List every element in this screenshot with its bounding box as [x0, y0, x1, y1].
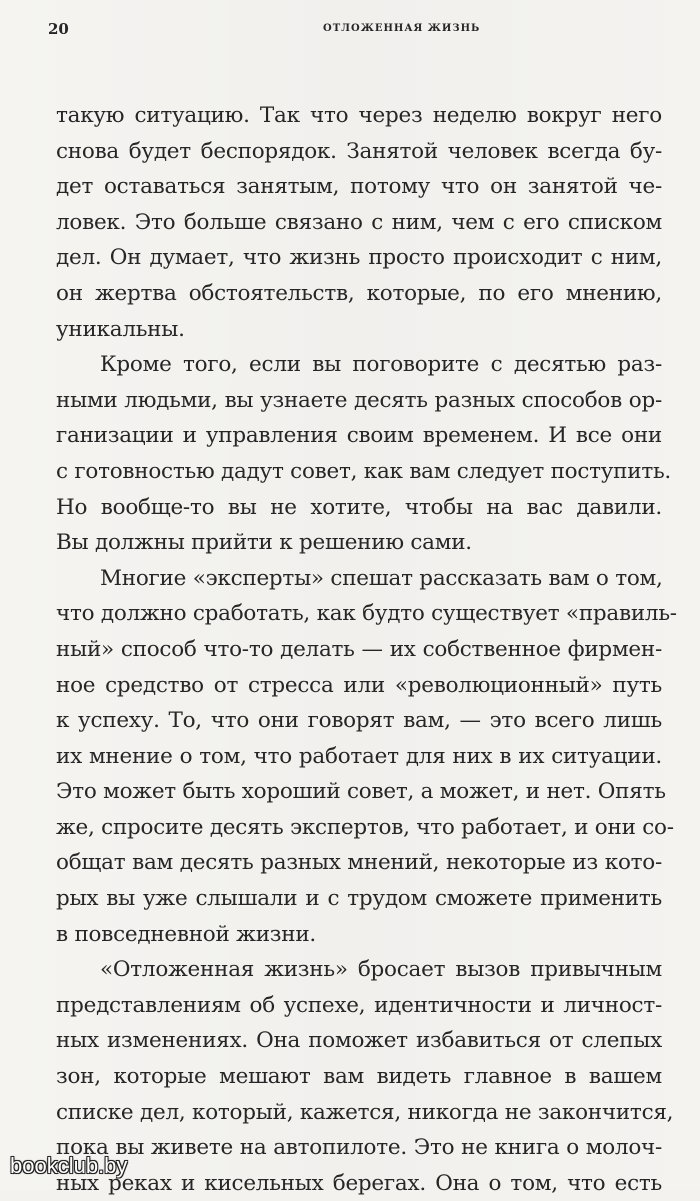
- text-line: уникальны.: [56, 316, 185, 342]
- text-line: ное средство от стресса или «революционный» путь: [56, 672, 662, 698]
- text-line: что должно сработать, как будто существует «правиль-: [56, 601, 677, 627]
- text-line: дел. Он думает, что жизнь просто происходит с ним,: [56, 245, 662, 271]
- paragraph-2: [56, 347, 672, 561]
- text-line: ловек. Это больше связано с ним, чем с его списком: [56, 209, 662, 235]
- paragraph-1: [56, 98, 662, 347]
- text-line: с готовностью дадут совет, как вам следует поступить.: [56, 458, 672, 484]
- text-line: Кроме того, если вы поговорите с десятью раз-: [100, 352, 662, 378]
- text-line: Многие «эксперты» спешат рассказать вам о том,: [100, 565, 663, 591]
- text-line: «Отложенная жизнь» бросает вызов привычным: [100, 957, 662, 983]
- running-title: ОТЛОЖЕННАЯ ЖИЗНЬ: [323, 23, 481, 34]
- text-line: Вы должны прийти к решению сами.: [56, 530, 472, 556]
- text-line: он жертва обстоятельств, которые, по его мнению,: [56, 280, 662, 306]
- page-number: 20: [48, 20, 69, 38]
- text-line: их мнение о том, что работает для них в их ситуации.: [56, 743, 662, 769]
- watermark: bookclub.by: [10, 1153, 128, 1178]
- text-line: Это может быть хороший совет, а может, и нет. Опять: [56, 779, 666, 805]
- text-line: дет оставаться занятым, потому что он занятой че-: [56, 174, 662, 200]
- text-line: такую ситуацию. Так что через неделю вокруг него: [56, 103, 662, 128]
- text-line: зон, которые мешают вам видеть главное в вашем: [56, 1064, 662, 1090]
- text-line: ными людьми, вы узнаете десять разных способов ор-: [56, 387, 662, 413]
- paragraph-3: [56, 561, 677, 953]
- text-line: в повседневной жизни.: [56, 921, 316, 947]
- text-line: ных изменениях. Она поможет избавиться от слепых: [56, 1028, 662, 1054]
- running-head: [48, 20, 662, 44]
- text-line: ганизации и управления своим временем. И все они: [56, 423, 662, 449]
- text-line: ных реках и кисельных берегах. Она о том, что есть: [56, 1170, 662, 1196]
- text-line: же, спросите десять экспертов, что работает, и они со-: [56, 814, 674, 840]
- text-line: снова будет беспорядок. Занятой человек всегда бу-: [56, 138, 662, 164]
- text-line: Но вообще-то вы не хотите, чтобы на вас давили.: [56, 494, 662, 520]
- text-line: представлениям об успехе, идентичности и личност-: [56, 992, 662, 1018]
- paragraph-4: [56, 952, 674, 1201]
- text-line: ный» способ что-то делать — их собственное фирмен-: [56, 636, 662, 662]
- text-line: к успеху. То, что они говорят вам, — это всего лишь: [56, 708, 662, 734]
- text-line: общат вам десять разных мнений, некоторые из кото-: [56, 850, 662, 876]
- text-line: рых вы уже слышали и с трудом сможете применить: [56, 886, 662, 912]
- text-line: списке дел, который, кажется, никогда не закончится,: [56, 1099, 674, 1125]
- text-line: пока вы живете на автопилоте. Это не книга о молоч-: [56, 1135, 662, 1161]
